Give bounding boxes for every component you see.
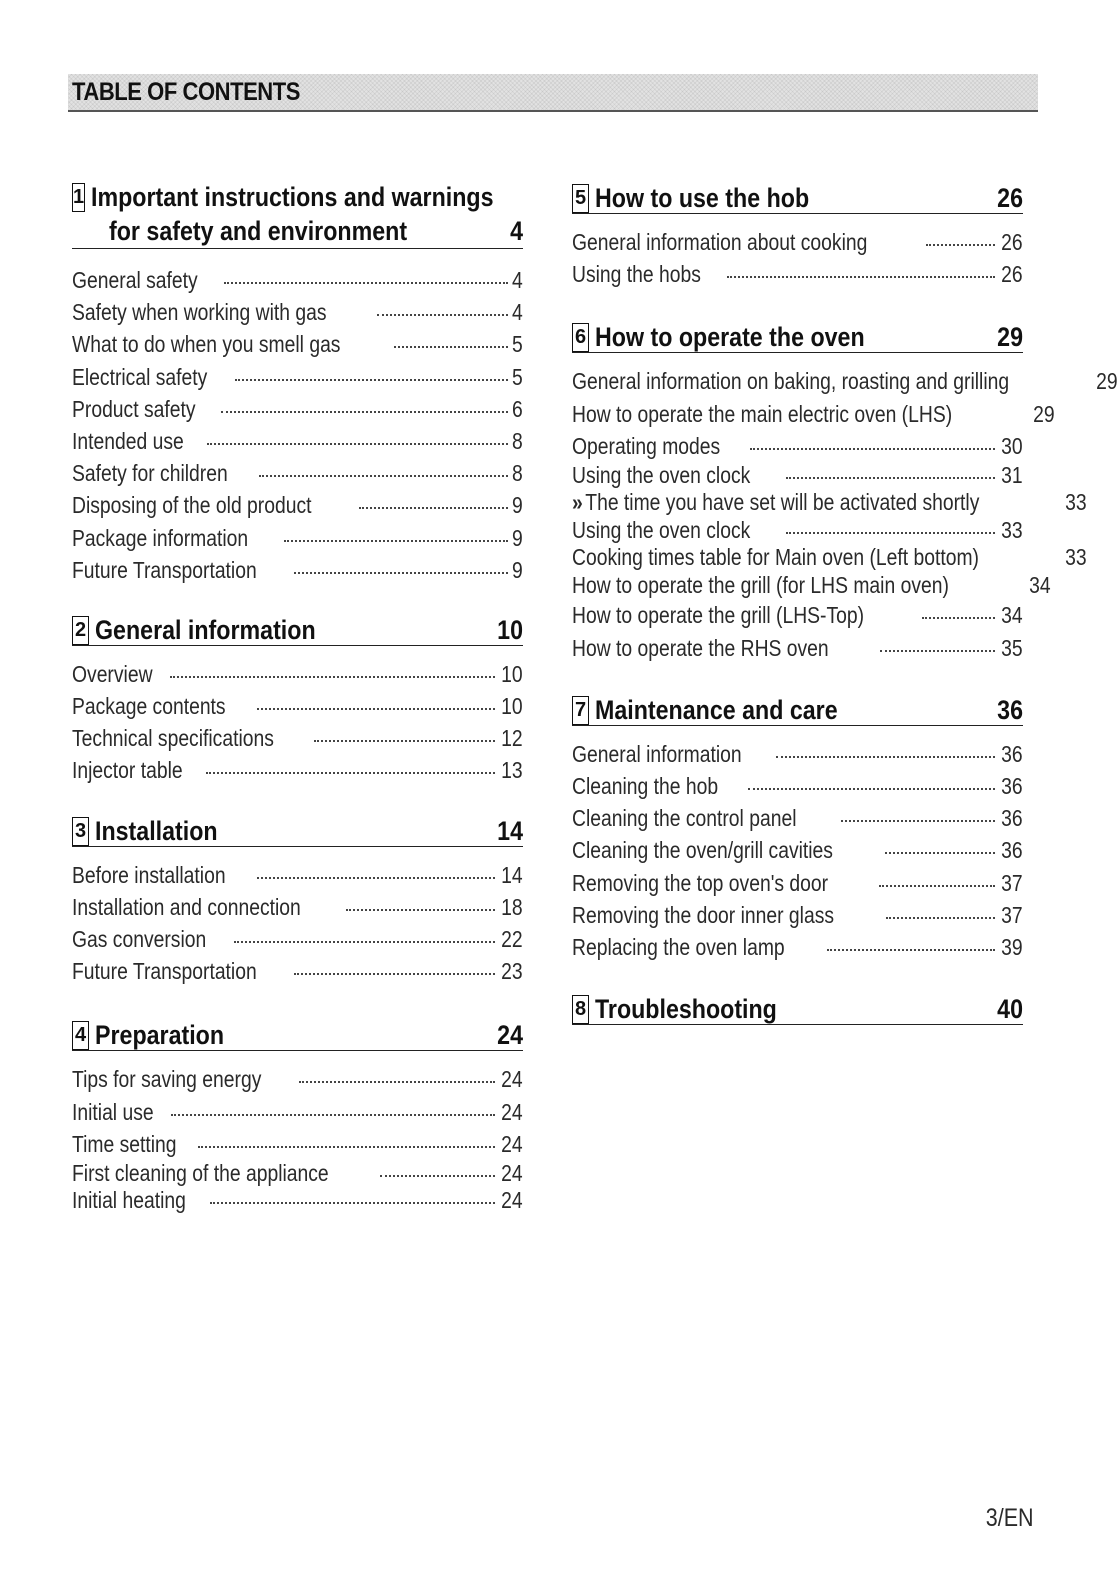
section-number-box: 7	[572, 696, 589, 725]
toc-entry[interactable]	[72, 425, 523, 457]
toc-entry[interactable]	[72, 891, 523, 923]
entry-page: 5	[512, 331, 523, 358]
section-number-box: 2	[72, 616, 89, 645]
entry-label: What to do when you smell gas	[72, 331, 341, 358]
section-page: 10	[497, 614, 523, 645]
toc-entry[interactable]	[72, 457, 523, 489]
toc-entry[interactable]	[72, 489, 523, 521]
entry-label: Removing the top oven's door	[572, 869, 829, 896]
entry-label: Safety when working with gas	[72, 299, 327, 326]
entry-label: Injector table	[72, 757, 183, 784]
entry-label-text: The time you have set will be activated shortly	[585, 489, 980, 516]
toc-entry[interactable]	[572, 931, 1023, 963]
section-heading[interactable]	[572, 991, 1023, 1025]
entry-page: 33	[1064, 544, 1087, 571]
dot-leader	[206, 771, 496, 774]
toc-entry[interactable]	[572, 489, 1087, 517]
dot-leader	[922, 616, 996, 619]
entry-page: 31	[1001, 461, 1023, 488]
dot-leader	[210, 1201, 496, 1204]
entry-page: 34	[1028, 571, 1051, 598]
dot-leader	[394, 345, 509, 348]
section-page: 14	[497, 815, 523, 846]
dot-leader	[886, 916, 995, 919]
entry-label: Cleaning the hob	[572, 773, 719, 799]
entry-label: Removing the door inner glass	[572, 901, 835, 928]
entry-label: Overview	[72, 660, 153, 687]
entry-page: 36	[1001, 740, 1023, 767]
section-page: 24	[497, 1020, 523, 1051]
dot-leader	[827, 948, 995, 951]
toc-section-2	[72, 612, 523, 787]
entry-label: First cleaning of the appliance	[72, 1159, 329, 1186]
toc-entry[interactable]	[572, 365, 1118, 397]
dot-leader	[880, 649, 996, 652]
entry-label: Operating modes	[572, 432, 721, 459]
section-number-box: 6	[572, 323, 589, 352]
entry-page: 8	[512, 427, 523, 454]
toc-section-5	[572, 180, 1023, 290]
toc-entry[interactable]	[72, 1187, 523, 1215]
toc-entry[interactable]	[72, 554, 523, 586]
toc-entry[interactable]	[572, 834, 1023, 866]
dot-leader	[748, 787, 995, 790]
entry-label: Future Transportation	[72, 958, 257, 985]
entry-label: How to operate the grill (for LHS main oven)	[572, 571, 949, 598]
entry-label: Installation and connection	[72, 893, 301, 920]
toc-entry[interactable]	[572, 802, 1023, 834]
entry-label: Cleaning the oven/grill cavities	[572, 837, 833, 864]
entry-page: 12	[501, 725, 523, 752]
section-title: Important instructions and warnings	[91, 182, 494, 212]
entry-page: 39	[1001, 933, 1023, 960]
toc-entry[interactable]	[72, 859, 523, 891]
entry-label: General information	[572, 740, 742, 767]
section-heading[interactable]	[572, 319, 1023, 353]
entry-label: Electrical safety	[72, 363, 208, 390]
entry-label: Using the oven clock	[572, 516, 751, 543]
dot-leader	[170, 675, 496, 678]
toc-entry[interactable]	[572, 571, 1051, 600]
dot-leader	[257, 876, 496, 879]
toc-header-bar	[68, 74, 1038, 112]
dot-leader	[257, 707, 496, 710]
entry-page: 4	[512, 299, 523, 326]
toc-section-3	[72, 813, 523, 988]
toc-entry[interactable]	[72, 296, 523, 328]
dot-leader	[879, 884, 996, 887]
dot-leader	[234, 940, 496, 943]
toc-entry[interactable]	[572, 430, 1023, 462]
entry-page: 36	[1001, 837, 1023, 864]
dot-leader	[786, 476, 995, 479]
entry-page: 36	[1001, 805, 1023, 832]
entry-label: Initial use	[72, 1098, 154, 1125]
section-title: Preparation	[95, 1020, 225, 1051]
section-page: 26	[997, 183, 1023, 213]
toc-section-8	[572, 991, 1023, 1025]
toc-entry[interactable]	[72, 393, 523, 425]
entry-page: 5	[512, 363, 523, 390]
toc-entry[interactable]	[72, 658, 523, 690]
dot-leader	[224, 281, 509, 284]
entry-label: How to operate the grill (LHS-Top)	[572, 602, 865, 629]
toc-entry[interactable]	[572, 867, 1023, 899]
dot-leader	[380, 1174, 496, 1177]
entry-page: 33	[1065, 489, 1087, 516]
section-title: Troubleshooting	[595, 994, 777, 1025]
entry-page: 18	[501, 893, 523, 920]
entry-page: 10	[501, 660, 523, 687]
dot-leader	[259, 474, 508, 477]
toc-entry[interactable]	[72, 1128, 523, 1160]
section-number-box: 3	[72, 817, 89, 846]
section-heading[interactable]	[72, 1017, 523, 1051]
entry-page: 33	[1001, 516, 1023, 543]
entry-label: Gas conversion	[72, 926, 207, 952]
entry-page: 9	[512, 556, 523, 583]
section-heading[interactable]	[72, 180, 523, 249]
entry-label: Time setting	[72, 1130, 177, 1157]
entry-page: 22	[501, 926, 523, 952]
entry-page: 26	[1001, 261, 1023, 288]
entry-page: 24	[501, 1130, 523, 1157]
section-title: General information	[95, 614, 316, 645]
entry-page: 24	[501, 1187, 523, 1214]
toc-entry[interactable]	[572, 899, 1023, 931]
toc-entry[interactable]	[72, 328, 523, 360]
section-number-box: 8	[572, 995, 589, 1024]
entry-page: 9	[512, 524, 523, 551]
toc-entry[interactable]	[72, 1160, 523, 1188]
toc-entry[interactable]	[572, 462, 1023, 490]
entry-page: 29	[1096, 368, 1118, 395]
entry-page: 26	[1001, 229, 1023, 255]
toc-entry[interactable]	[572, 770, 1023, 802]
dot-leader	[314, 739, 495, 742]
toc-entry[interactable]	[72, 264, 523, 296]
entry-page: 23	[501, 958, 523, 985]
entry-page: 9	[512, 492, 523, 519]
dot-leader	[284, 539, 509, 542]
toc-entry[interactable]	[72, 955, 523, 987]
dot-leader	[235, 378, 508, 381]
entry-page: 34	[1001, 602, 1023, 629]
toc-section-7	[572, 692, 1023, 963]
dot-leader	[221, 410, 508, 413]
dot-leader	[786, 531, 995, 534]
entry-page: 37	[1001, 901, 1023, 928]
entry-page: 37	[1001, 869, 1023, 896]
entry-page: 4	[512, 267, 523, 293]
entry-page: 14	[501, 861, 523, 888]
entry-label: Package information	[72, 524, 249, 551]
section-title: Maintenance and care	[595, 694, 838, 725]
entry-label: Cleaning the control panel	[572, 805, 797, 832]
section-title: How to operate the oven	[595, 322, 865, 353]
entry-page: 8	[512, 460, 523, 487]
entry-label	[572, 489, 979, 516]
dot-leader	[885, 851, 996, 854]
entry-label: Using the hobs	[572, 261, 701, 288]
toc-entry[interactable]	[72, 754, 523, 786]
toc-column-left	[72, 180, 523, 1215]
dot-leader	[171, 1113, 495, 1116]
toc-entry[interactable]	[572, 599, 1023, 631]
toc-entry[interactable]	[72, 690, 523, 722]
section-number-box: 1	[72, 183, 85, 212]
entry-label: Safety for children	[72, 460, 228, 487]
entry-label: Product safety	[72, 395, 196, 422]
entry-label: Disposing of the old product	[72, 492, 312, 519]
entry-page: 35	[1001, 634, 1023, 661]
dot-leader	[294, 571, 508, 574]
section-heading[interactable]	[72, 612, 523, 646]
entry-label: General safety	[72, 267, 198, 293]
toc-entry[interactable]	[72, 1063, 523, 1095]
section-title: Installation	[95, 815, 218, 846]
section-page: 29	[997, 322, 1023, 353]
dot-leader	[926, 243, 996, 246]
dot-leader	[207, 442, 508, 445]
entry-page: 6	[512, 395, 523, 422]
toc-entry[interactable]	[572, 632, 1023, 664]
chevron-right-icon: »	[572, 489, 583, 516]
toc-entry[interactable]	[72, 722, 523, 754]
toc-entry[interactable]	[572, 544, 1087, 572]
section-page: 36	[997, 694, 1023, 725]
toc-entry[interactable]	[572, 517, 1023, 545]
entry-page: 24	[501, 1159, 523, 1186]
dot-leader	[841, 819, 995, 822]
section-title: How to use the hob	[595, 183, 810, 213]
toc-entry[interactable]	[572, 258, 1023, 290]
toc-entry[interactable]	[572, 738, 1023, 770]
entry-label: Cooking times table for Main oven (Left bottom)	[572, 544, 979, 571]
entry-label: General information about cooking	[572, 229, 868, 255]
dot-leader	[346, 908, 495, 911]
entry-label: General information on baking, roasting and grilling	[572, 368, 1010, 395]
dot-leader	[776, 755, 995, 758]
dot-leader	[299, 1080, 495, 1083]
entry-page: 29	[1032, 400, 1055, 427]
entry-label: Technical specifications	[72, 725, 274, 752]
section-number-box: 4	[72, 1021, 89, 1050]
section-heading[interactable]	[72, 813, 523, 847]
dot-leader	[294, 972, 496, 975]
section-page: 4	[510, 216, 523, 246]
entry-label: Future Transportation	[72, 556, 257, 583]
toc-section-1	[72, 180, 523, 586]
toc-section-6	[572, 319, 1118, 663]
entry-label: Intended use	[72, 427, 184, 454]
toc-entry[interactable]	[72, 361, 523, 393]
entry-label: Before installation	[72, 861, 226, 888]
entry-label: Replacing the oven lamp	[572, 933, 785, 960]
section-number-box: 5	[572, 184, 589, 213]
section-heading[interactable]	[572, 692, 1023, 726]
entry-label: Package contents	[72, 693, 226, 720]
entry-label: Tips for saving energy	[72, 1066, 262, 1093]
entry-label: Initial heating	[72, 1187, 186, 1214]
section-page: 40	[997, 994, 1023, 1025]
section-title-continued: for safety and environment	[109, 216, 408, 246]
dot-leader	[727, 275, 995, 278]
entry-page: 30	[1001, 432, 1023, 459]
dot-leader	[377, 313, 508, 316]
toc-entry[interactable]	[72, 522, 523, 554]
dot-leader	[359, 506, 508, 509]
entry-page: 13	[501, 757, 523, 784]
dot-leader	[750, 447, 995, 450]
entry-page: 24	[501, 1098, 523, 1125]
toc-entry[interactable]	[572, 226, 1023, 258]
toc-entry[interactable]	[72, 1096, 523, 1128]
entry-page: 24	[501, 1066, 523, 1093]
toc-title: TABLE OF CONTENTS	[72, 78, 300, 106]
toc-section-4	[72, 1017, 523, 1215]
entry-label: Using the oven clock	[572, 461, 751, 488]
page-number: 3/EN	[986, 1504, 1034, 1532]
entry-label: How to operate the RHS oven	[572, 634, 829, 661]
entry-label: How to operate the main electric oven (LHS)	[572, 400, 953, 427]
dot-leader	[198, 1145, 495, 1148]
toc-column-right	[572, 180, 1118, 1025]
toc-entry[interactable]	[72, 923, 523, 955]
toc-entry[interactable]	[572, 398, 1055, 430]
entry-page: 36	[1001, 773, 1023, 799]
entry-page: 10	[501, 693, 523, 720]
section-heading[interactable]	[572, 180, 1023, 214]
